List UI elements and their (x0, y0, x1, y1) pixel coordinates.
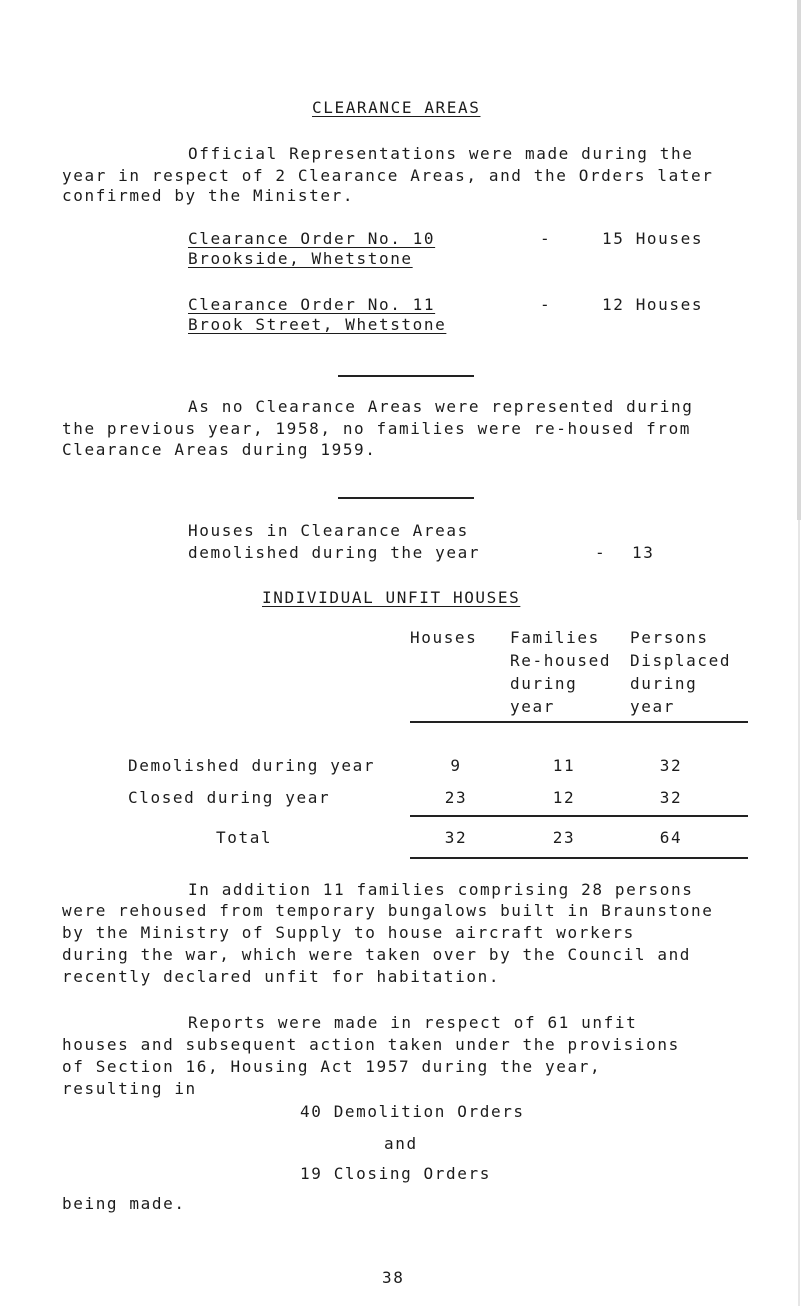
addition-line-4: during the war, which were taken over by the Council and (62, 945, 692, 964)
reports-line-1: Reports were made in respect of 61 unfit (188, 1013, 638, 1032)
table-total-rule (410, 815, 748, 817)
cell-demolished-houses: 9 (450, 756, 462, 775)
cell-total-houses: 32 (444, 828, 468, 847)
reports-line-4: resulting in (62, 1079, 197, 1098)
results-and: and (384, 1134, 418, 1153)
intro-line-2: year in respect of 2 Clearance Areas, and the Orders later (62, 166, 714, 185)
row-label-total: Total (216, 828, 273, 847)
order-2-dash: - (540, 295, 552, 314)
scan-edge-lower (798, 520, 800, 1306)
order-2-count: 12 Houses (602, 295, 704, 314)
cell-total-persons: 64 (659, 828, 683, 847)
column-header-persons-4: year (630, 697, 675, 716)
column-header-persons-2: Displaced (630, 651, 732, 670)
demolished-dash: - (595, 543, 607, 562)
cell-total-families: 23 (552, 828, 576, 847)
order-1-name: Clearance Order No. 10 (188, 229, 436, 248)
table-header-rule (410, 721, 748, 723)
addition-line-5: recently declared unfit for habitation. (62, 967, 501, 986)
row-label-demolished: Demolished during year (128, 756, 376, 775)
table-title: INDIVIDUAL UNFIT HOUSES (262, 588, 521, 607)
column-header-houses: Houses (410, 628, 478, 647)
demolished-line-2: demolished during the year (188, 543, 481, 562)
closing-orders: 19 Closing Orders (300, 1164, 491, 1183)
order-2-place: Brook Street, Whetstone (188, 315, 447, 334)
no-rehousing-line-3: Clearance Areas during 1959. (62, 440, 377, 459)
cell-closed-houses: 23 (444, 788, 468, 807)
demolished-line-1: Houses in Clearance Areas (188, 521, 469, 540)
order-1-dash: - (540, 229, 552, 248)
addition-line-1: In addition 11 families comprising 28 persons (188, 880, 694, 899)
demolished-value: 13 (632, 543, 655, 562)
reports-line-2: houses and subsequent action taken under the provisions (62, 1035, 680, 1054)
column-header-persons-3: during (630, 674, 698, 693)
demolition-orders: 40 Demolition Orders (300, 1102, 525, 1121)
cell-demolished-families: 11 (552, 756, 576, 775)
order-1-count: 15 Houses (602, 229, 704, 248)
section-divider (338, 497, 474, 499)
closing-text: being made. (62, 1194, 186, 1213)
reports-line-3: of Section 16, Housing Act 1957 during the year, (62, 1057, 602, 1076)
table-bottom-rule (410, 857, 748, 859)
page-title: CLEARANCE AREAS (312, 98, 481, 117)
cell-closed-families: 12 (552, 788, 576, 807)
page-number: 38 (382, 1268, 405, 1287)
no-rehousing-line-1: As no Clearance Areas were represented during (188, 397, 694, 416)
column-header-families-1: Families (510, 628, 600, 647)
order-1-place: Brookside, Whetstone (188, 249, 413, 268)
column-header-families-2: Re-housed (510, 651, 612, 670)
cell-demolished-persons: 32 (659, 756, 683, 775)
section-divider (338, 375, 474, 377)
addition-line-2: were rehoused from temporary bungalows built in Braunstone (62, 901, 714, 920)
order-2-name: Clearance Order No. 11 (188, 295, 436, 314)
intro-line-1: Official Representations were made during the (188, 144, 694, 163)
row-label-closed: Closed during year (128, 788, 331, 807)
intro-line-3: confirmed by the Minister. (62, 186, 355, 205)
column-header-families-4: year (510, 697, 555, 716)
addition-line-3: by the Ministry of Supply to house aircraft workers (62, 923, 635, 942)
scan-edge (797, 0, 801, 520)
column-header-families-3: during (510, 674, 578, 693)
no-rehousing-line-2: the previous year, 1958, no families were re-housed from (62, 419, 692, 438)
column-header-persons-1: Persons (630, 628, 709, 647)
cell-closed-persons: 32 (659, 788, 683, 807)
